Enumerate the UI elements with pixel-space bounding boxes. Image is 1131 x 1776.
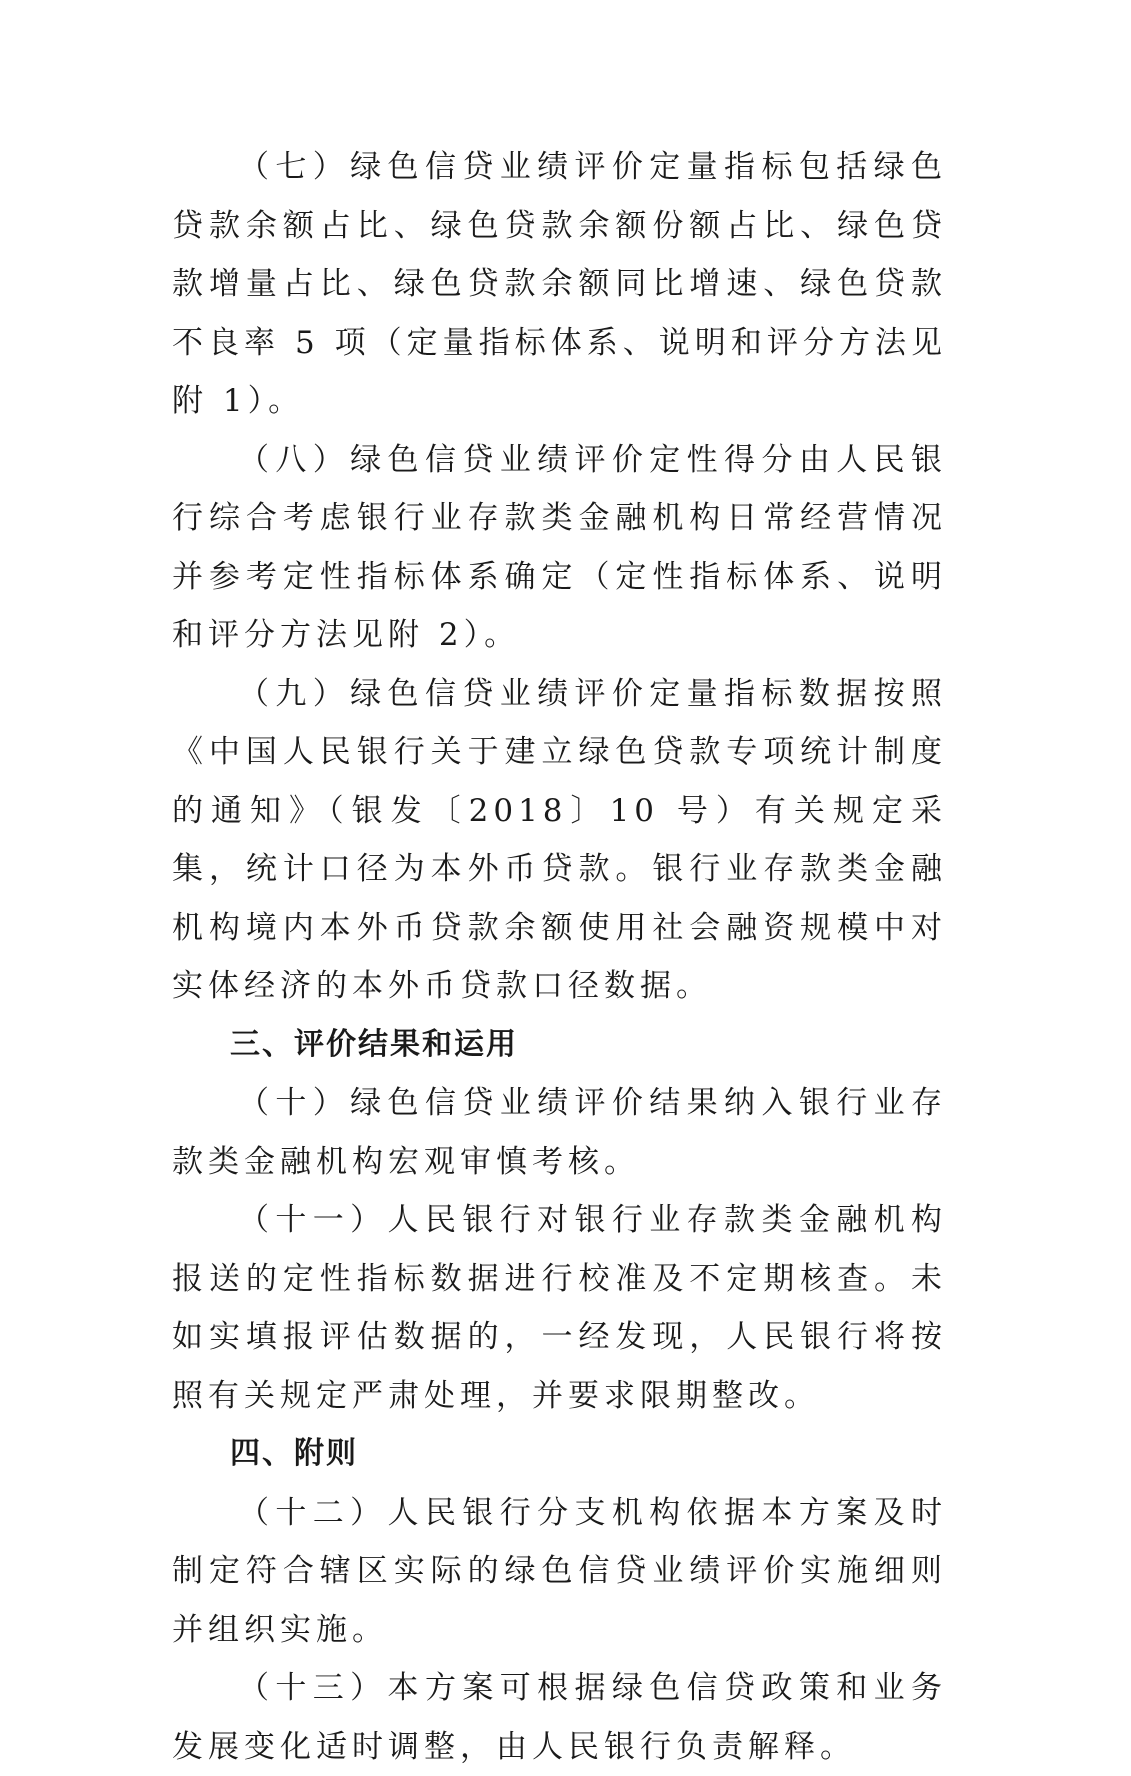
paragraph-8: （八）绿色信贷业绩评价定性得分由人民银行综合考虑银行业存款类金融机构日常经营情况并参考定性指标体系确定（定性指标体系、说明和评分方法见附 2）。	[172, 441, 947, 653]
paragraph-13: （十三）本方案可根据绿色信贷政策和业务发展变化适时调整，由人民银行负责解释。	[172, 1670, 947, 1765]
paragraph-7: （七）绿色信贷业绩评价定量指标包括绿色贷款余额占比、绿色贷款余额份额占比、绿色贷款增量占比、绿色贷款余额同比增速、绿色贷款不良率 5 项（定量指标体系、说明和评分方法见附 1）。	[172, 149, 947, 419]
section-heading-supplementary: 四、附则	[230, 1436, 358, 1471]
paragraph-11: （十一）人民银行对银行业存款类金融机构报送的定性指标数据进行校准及不定期核查。未如实填报评估数据的，一经发现，人民银行将按照有关规定严肃处理，并要求限期整改。	[172, 1202, 947, 1414]
document-page	[172, 138, 947, 1776]
paragraph-10: （十）绿色信贷业绩评价结果纳入银行业存款类金融机构宏观审慎考核。	[172, 1085, 947, 1180]
paragraph-12: （十二）人民银行分支机构依据本方案及时制定符合辖区实际的绿色信贷业绩评价实施细则并组织实施。	[172, 1494, 947, 1648]
section-heading-evaluation-results: 三、评价结果和运用	[230, 1026, 518, 1062]
paragraph-9: （九）绿色信贷业绩评价定量指标数据按照《中国人民银行关于建立绿色贷款专项统计制度的通知》（银发〔2018〕10 号）有关规定采集，统计口径为本外币贷款。银行业存款类金融机构境内本外币贷款余额使用社会融资规模中对实体经济的本外币贷款口径数据。	[172, 675, 947, 1004]
